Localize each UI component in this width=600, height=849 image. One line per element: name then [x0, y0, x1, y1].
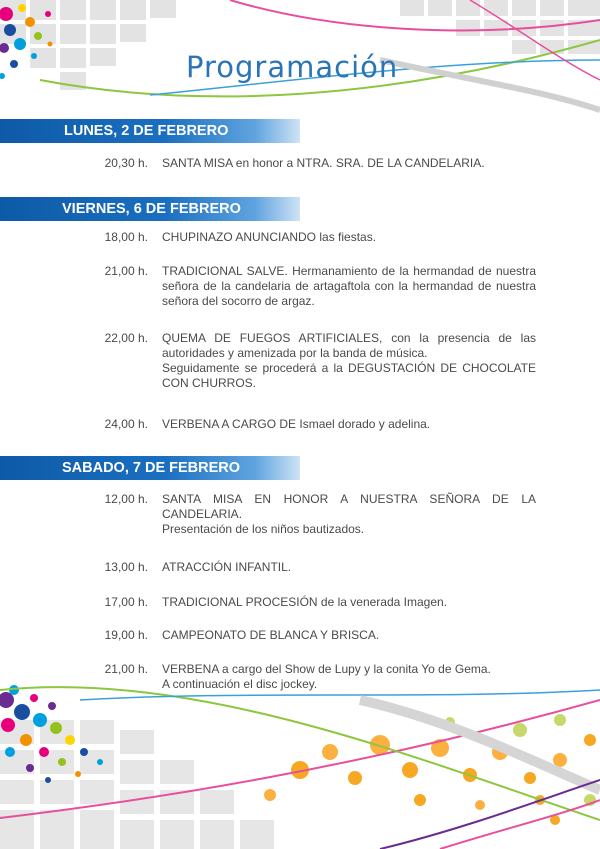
- event-line: CHUPINAZO ANUNCIANDO las fiestas.: [162, 230, 377, 244]
- event-line: TRADICIONAL PROCESIÓN de la venerada Imagen.: [162, 595, 447, 609]
- event-time: 20,30 h.: [104, 156, 148, 170]
- event-time: 22,00 h.: [104, 331, 148, 345]
- day-band-monday: [0, 119, 300, 143]
- tile-grid-bottom: [0, 720, 274, 849]
- event-line: A continuación el disc jockey.: [162, 677, 318, 691]
- day-heading: VIERNES, 6 DE FEBRERO: [62, 201, 241, 217]
- day-band-saturday: [0, 456, 300, 480]
- event-line: CAMPEONATO DE BLANCA Y BRISCA.: [162, 628, 380, 642]
- event-time: 13,00 h.: [104, 560, 148, 574]
- swoosh-grey-top: [380, 60, 600, 110]
- event-description: [162, 156, 536, 171]
- event-line: VERBENA a cargo del Show de Lupy y la conita Yo de Gema.: [162, 662, 491, 676]
- event-description: [162, 560, 536, 575]
- event-time: 21,00 h.: [104, 662, 148, 676]
- swoosh-pink-top: [230, 0, 600, 30]
- swoosh-purple-bottom: [380, 780, 600, 849]
- event-line: Presentación de los niños bautizados.: [162, 522, 365, 536]
- color-dots-bottom: [0, 685, 103, 783]
- day-band-friday: [0, 197, 300, 221]
- event-time: 18,00 h.: [104, 230, 148, 244]
- event-description: [162, 595, 536, 610]
- day-heading: LUNES, 2 DE FEBRERO: [64, 123, 229, 139]
- swoosh-grey-bottom: [360, 700, 600, 790]
- event-line: TRADICIONAL SALVE. Hermanamiento de la hermandad de nuestra señora de la candelaria de artagaftola con la hermandad de nuestra señora del socorro de argaz.: [162, 264, 536, 308]
- event-line: VERBENA A CARGO DE Ismael dorado y adelina.: [162, 417, 431, 431]
- swoosh-pink-bottom: [0, 700, 600, 818]
- event-time: 24,00 h.: [104, 417, 148, 431]
- event-description: [162, 492, 536, 537]
- color-dots-top: [0, 4, 53, 79]
- event-line: ATRACCIÓN INFANTIL.: [162, 560, 292, 574]
- event-line: Seguidamente se procederá a la DEGUSTACIÓN DE CHOCOLATE CON CHURROS.: [162, 361, 536, 390]
- swoosh-green-bottom: [0, 687, 600, 820]
- swoosh-magenta-top: [470, 0, 600, 80]
- event-time: 12,00 h.: [104, 492, 148, 506]
- event-description: [162, 662, 536, 692]
- event-time: 19,00 h.: [104, 628, 148, 642]
- event-description: [162, 264, 536, 309]
- swoosh-magenta-bottom: [440, 800, 600, 849]
- event-line: SANTA MISA EN HONOR A NUESTRA SEÑORA DE LA CANDELARIA.: [162, 492, 536, 521]
- event-line: QUEMA DE FUEGOS ARTIFICIALES, con la presencia de las autoridades y amenizada por la banda de música.: [162, 331, 536, 360]
- event-description: [162, 230, 536, 245]
- event-time: 21,00 h.: [104, 264, 148, 278]
- event-description: [162, 331, 536, 391]
- event-line: SANTA MISA en honor a NTRA. SRA. DE LA CANDELARIA.: [162, 156, 485, 170]
- event-description: [162, 628, 536, 643]
- event-time: 17,00 h.: [104, 595, 148, 609]
- orange-dots-bottom: [264, 714, 596, 825]
- day-heading: SABADO, 7 DE FEBRERO: [62, 460, 241, 476]
- event-description: [162, 417, 536, 432]
- page-title: Programación: [186, 50, 399, 84]
